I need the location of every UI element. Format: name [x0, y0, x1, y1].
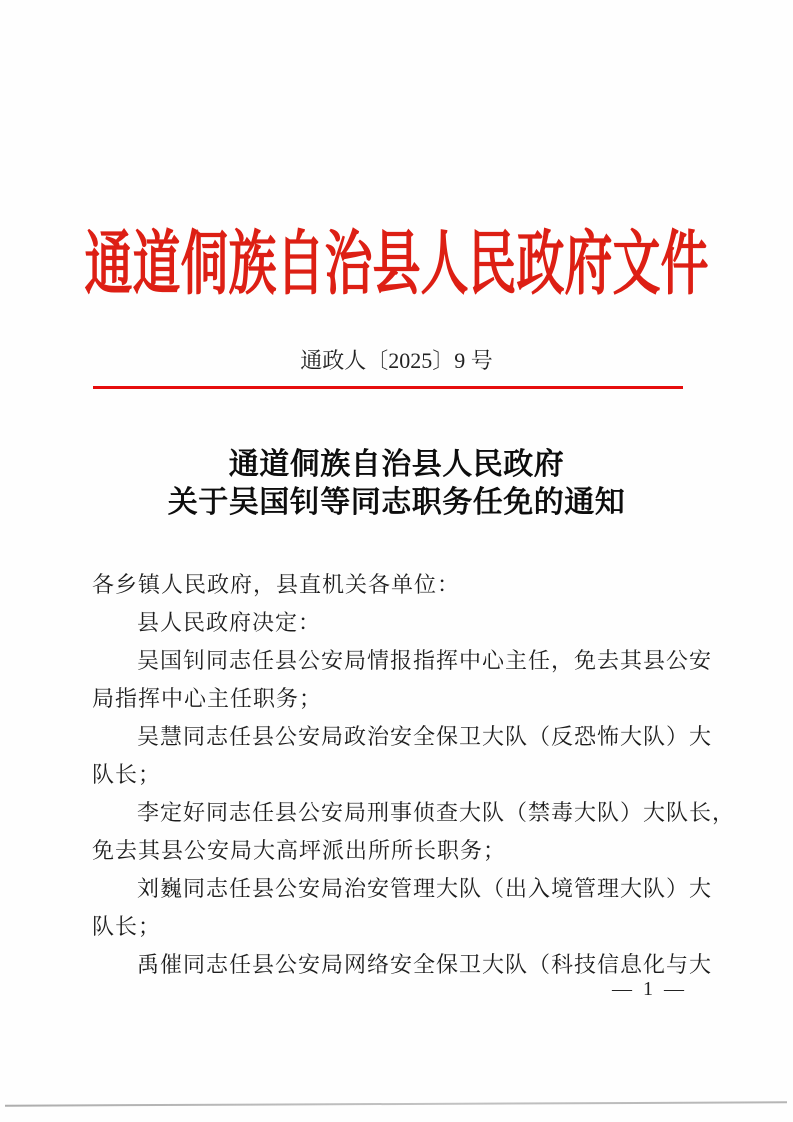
red-divider-rule — [93, 386, 683, 389]
body-line: 队长； — [92, 762, 162, 787]
letterhead-title: 通道侗族自治县人民政府文件 — [84, 226, 709, 304]
body-line: 吴慧同志任县公安局政治安全保卫大队（反恐怖大队）大 — [137, 724, 713, 749]
body-line: 局指挥中心主任职务； — [92, 686, 323, 711]
notice-body — [92, 566, 736, 984]
body-line: 吴国钊同志任县公安局情报指挥中心主任，免去其县公安 — [137, 648, 713, 673]
notice-title-line1: 通道侗族自治县人民政府 — [228, 448, 565, 481]
body-line: 免去其县公安局大高坪派出所所长职务； — [92, 838, 507, 863]
body-line: 禹催同志任县公安局网络安全保卫大队（科技信息化与大 — [137, 952, 713, 977]
notice-title — [0, 446, 793, 522]
body-line: 队长； — [92, 914, 162, 939]
notice-title-line2: 关于吴国钊等同志职务任免的通知 — [167, 486, 626, 519]
paper-scan-edge — [5, 1101, 787, 1106]
body-line: 各乡镇人民政府，县直机关各单位： — [92, 572, 461, 597]
page-number: — 1 — — [612, 978, 687, 1000]
body-line: 李定好同志任县公安局刑事侦查大队（禁毒大队）大队长， — [137, 800, 736, 825]
body-line: 县人民政府决定： — [137, 610, 322, 635]
body-line: 刘巍同志任县公安局治安管理大队（出入境管理大队）大 — [137, 876, 713, 901]
document-number: 通政人〔2025〕9 号 — [300, 348, 493, 373]
